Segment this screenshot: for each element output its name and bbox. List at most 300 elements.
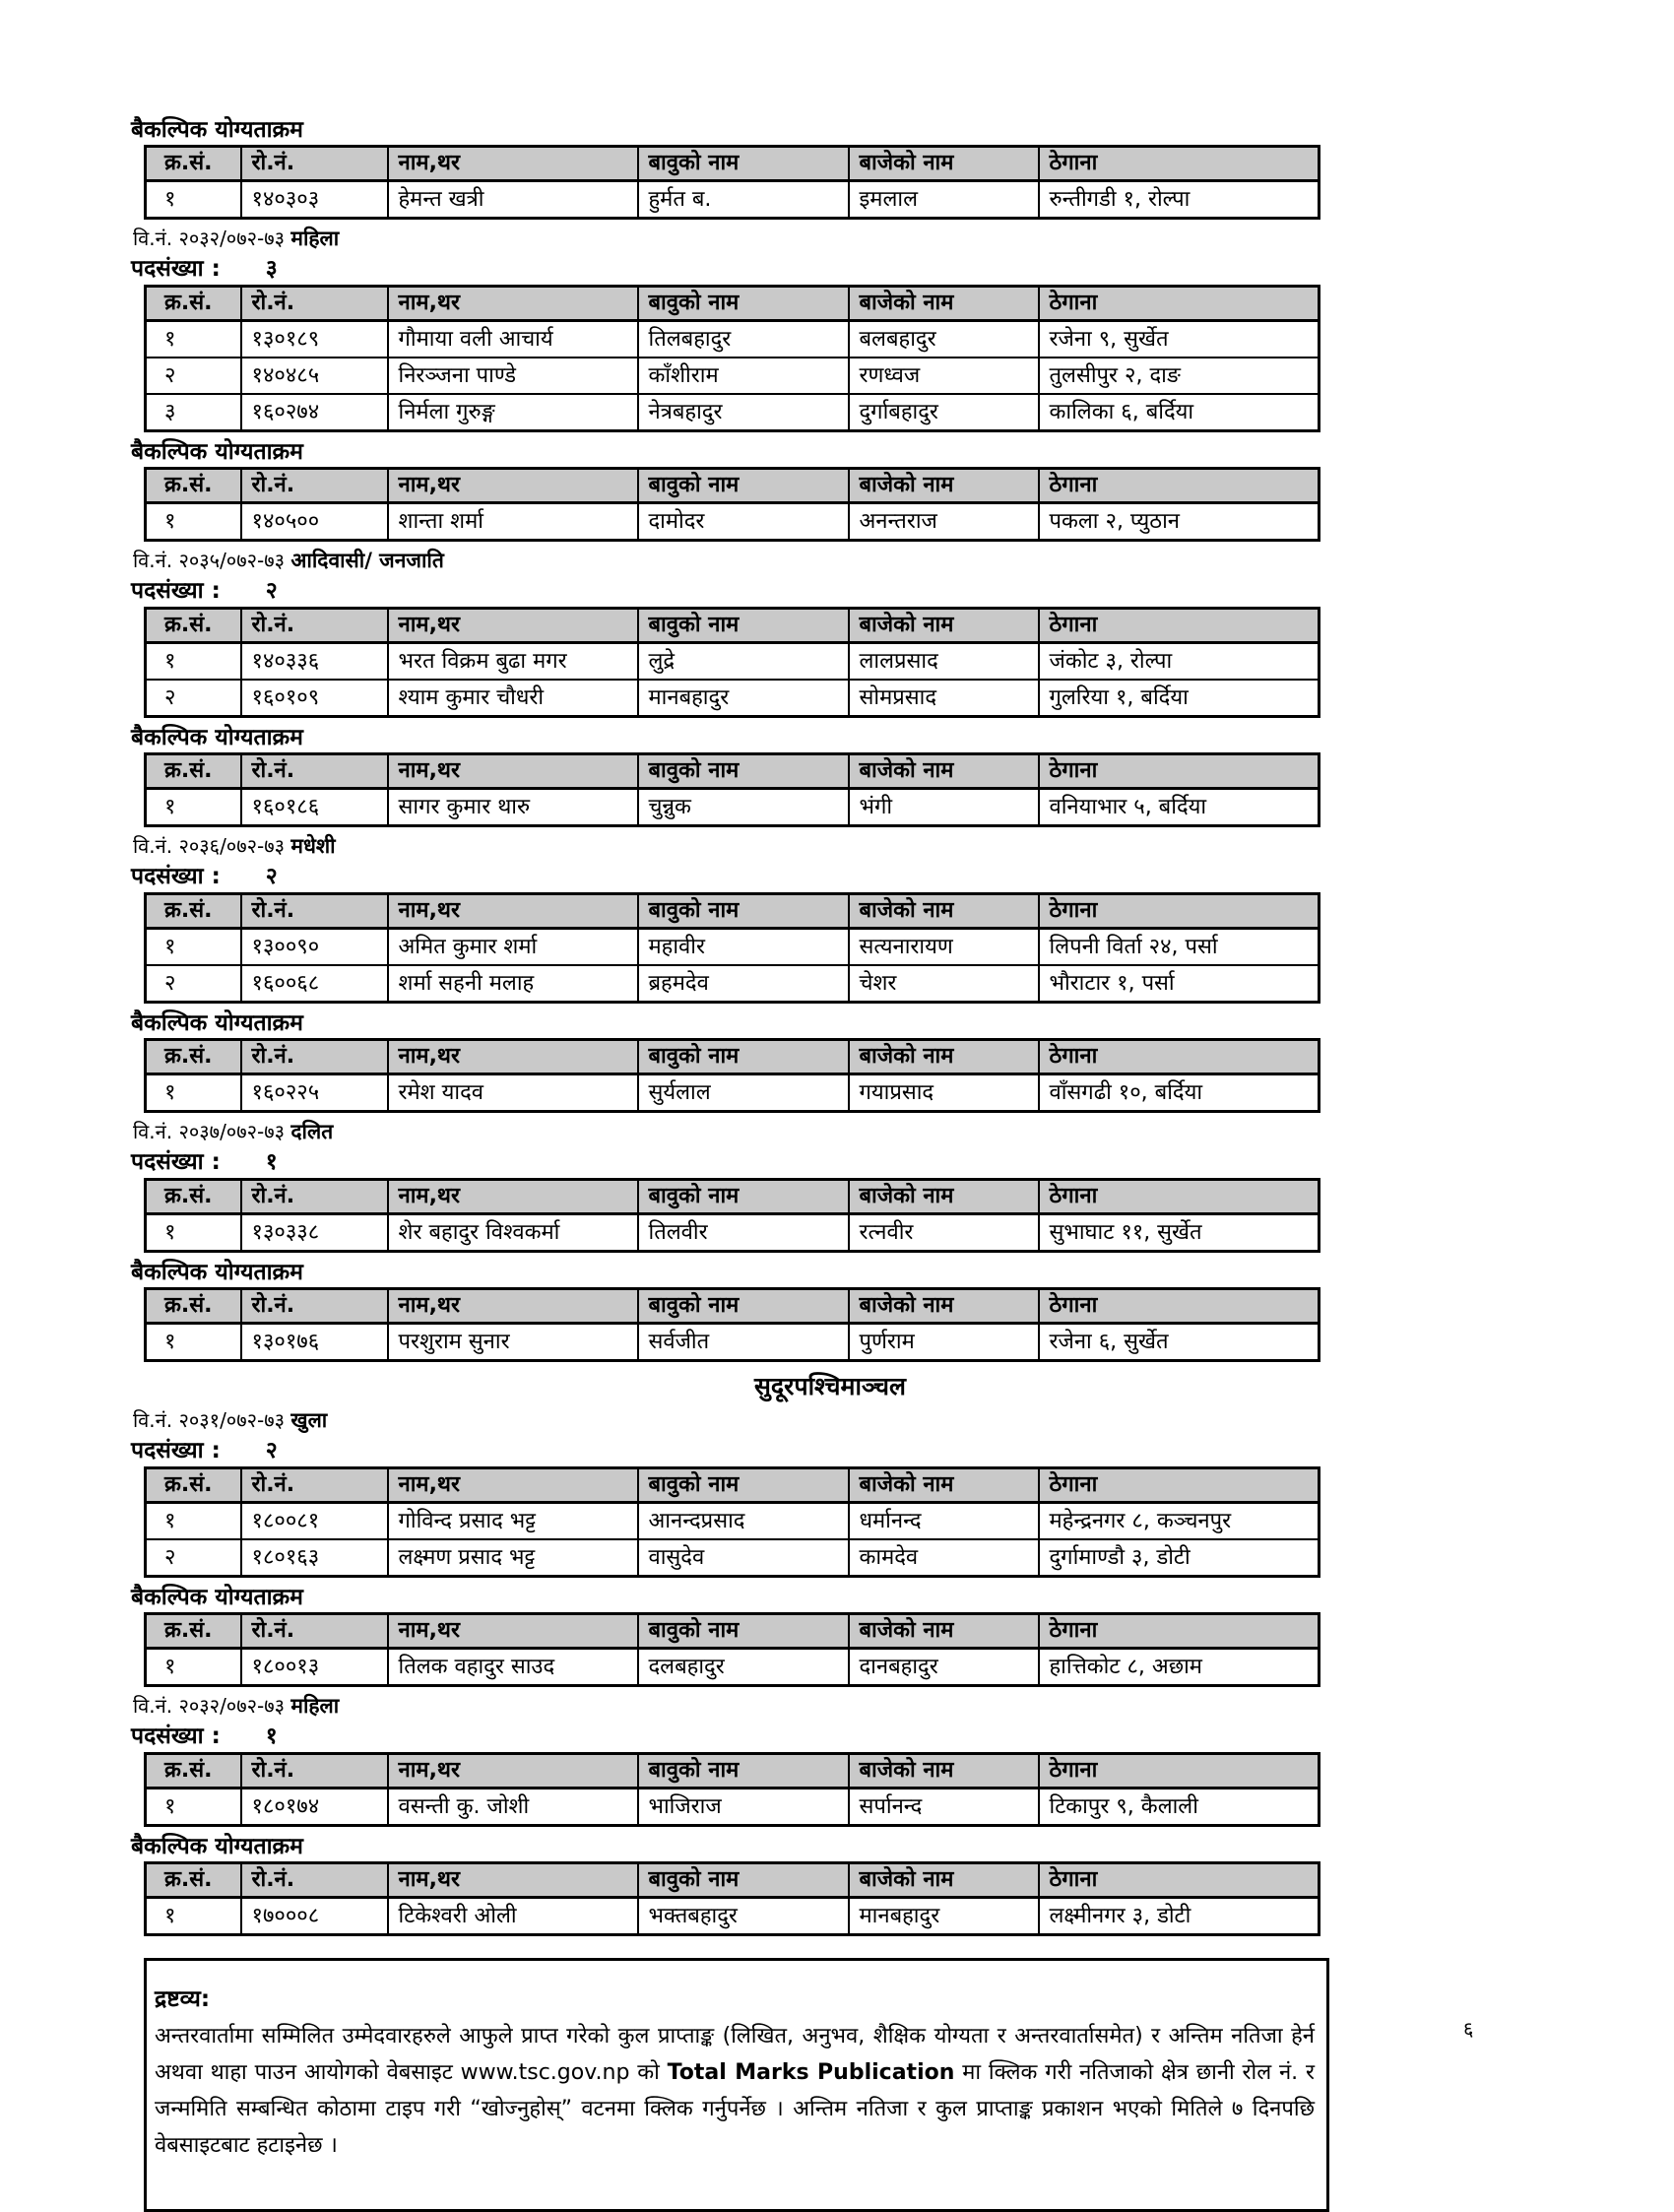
cell-name-surname: सागर कुमार थारु <box>388 789 638 826</box>
table-head <box>146 1289 1320 1324</box>
table-row <box>146 321 1320 358</box>
column-header: बाजेको नाम <box>849 754 1039 789</box>
cell-grandfather-name: मानबहादुर <box>849 1898 1039 1935</box>
cell-grandfather-name: दुर्गाबहादुर <box>849 394 1039 431</box>
post-count-label: पदसंख्या : <box>131 1438 221 1464</box>
candidates-table <box>144 1466 1320 1578</box>
table-body <box>146 643 1320 717</box>
table-header-row <box>146 1754 1320 1789</box>
table-row <box>146 394 1320 431</box>
cell-name-surname: भरत विक्रम बुढा मगर <box>388 643 638 681</box>
cell-father-name: भक्तबहादुर <box>638 1898 849 1935</box>
cell-roll-number: १६०१०९ <box>241 680 388 717</box>
column-header: नाम,थर <box>388 1289 638 1324</box>
column-header: क्र.सं. <box>146 1289 241 1324</box>
column-header: बावुको नाम <box>638 894 849 929</box>
table-head <box>146 1040 1320 1074</box>
cell-grandfather-name: रत्नवीर <box>849 1214 1039 1252</box>
candidates-table <box>144 607 1320 718</box>
table-header-row <box>146 1289 1320 1324</box>
column-header: क्र.सं. <box>146 1468 241 1503</box>
cell-father-name: तिलवीर <box>638 1214 849 1252</box>
cell-roll-number: १३०१८९ <box>241 321 388 358</box>
table-body <box>146 1649 1320 1686</box>
table-header-row <box>146 1863 1320 1898</box>
cell-father-name: सुर्यलाल <box>638 1074 849 1112</box>
cell-name-surname: अमित कुमार शर्मा <box>388 929 638 966</box>
note-box <box>144 1958 1329 2212</box>
column-header: नाम,थर <box>388 1754 638 1789</box>
cell-name-surname: हेमन्त खत्री <box>388 181 638 219</box>
cell-father-name: दामोदर <box>638 503 849 541</box>
column-header: रो.नं. <box>241 1180 388 1214</box>
table-header-row <box>146 894 1320 929</box>
cell-grandfather-name: गयाप्रसाद <box>849 1074 1039 1112</box>
column-header: बावुको नाम <box>638 1180 849 1214</box>
note-title: द्रष्टव्य: <box>155 1986 211 2012</box>
column-header: ठेगाना <box>1039 1754 1320 1789</box>
table-body <box>146 1324 1320 1361</box>
cell-name-surname: गौमाया वली आचार्य <box>388 321 638 358</box>
cell-grandfather-name: सत्यनारायण <box>849 929 1039 966</box>
post-count-label: पदसंख्या : <box>131 1724 221 1749</box>
cell-address: हात्तिकोट ८, अछाम <box>1039 1649 1320 1686</box>
cell-address: सुभाघाट ११, सुर्खेत <box>1039 1214 1320 1252</box>
cell-address: जंकोट ३, रोल्पा <box>1039 643 1320 681</box>
post-count-value: १ <box>265 1724 278 1749</box>
advertisement-category: खुला <box>290 1408 328 1432</box>
column-header: बाजेको नाम <box>849 287 1039 321</box>
candidates-table <box>144 1612 1320 1687</box>
section-label-alternative-merit: बैकल्पिक योग्यताक्रम <box>131 1260 303 1285</box>
advertisement-number-line <box>133 1120 1411 1143</box>
table-head <box>146 1754 1320 1789</box>
region-heading: सुदूरपश्चिमाञ्चल <box>753 1372 906 1400</box>
column-header: क्र.सं. <box>146 894 241 929</box>
cell-father-name: ब्रहमदेव <box>638 965 849 1003</box>
table-head <box>146 1468 1320 1503</box>
cell-address: रुन्तीगडी १, रोल्पा <box>1039 181 1320 219</box>
cell-father-name: काँशीराम <box>638 358 849 394</box>
column-header: रो.नं. <box>241 1614 388 1649</box>
column-header: ठेगाना <box>1039 469 1320 503</box>
column-header: ठेगाना <box>1039 754 1320 789</box>
table-head <box>146 1863 1320 1898</box>
cell-father-name: तिलबहादुर <box>638 321 849 358</box>
column-header: बाजेको नाम <box>849 609 1039 643</box>
column-header: रो.नं. <box>241 1863 388 1898</box>
cell-address: वनियाभार ५, बर्दिया <box>1039 789 1320 826</box>
cell-roll-number: १८००१३ <box>241 1649 388 1686</box>
column-header: क्र.सं. <box>146 1754 241 1789</box>
column-header: बाजेको नाम <box>849 1468 1039 1503</box>
cell-grandfather-name: चेशर <box>849 965 1039 1003</box>
column-header: नाम,थर <box>388 1863 638 1898</box>
column-header: नाम,थर <box>388 894 638 929</box>
cell-address: पकला २, प्युठान <box>1039 503 1320 541</box>
cell-name-surname: निर्मला गुरुङ्ग <box>388 394 638 431</box>
advertisement-number: वि.नं. २०३५/०७२-७३ <box>133 549 291 572</box>
cell-address: कालिका ६, बर्दिया <box>1039 394 1320 431</box>
table-header-row <box>146 1614 1320 1649</box>
cell-roll-number: १३००९० <box>241 929 388 966</box>
column-header: ठेगाना <box>1039 1468 1320 1503</box>
table-header-row <box>146 1180 1320 1214</box>
table-header-row <box>146 1040 1320 1074</box>
cell-grandfather-name: बलबहादुर <box>849 321 1039 358</box>
advertisement-number-line <box>133 227 1411 250</box>
post-count-line <box>131 1438 1411 1464</box>
cell-roll-number: १३०१७६ <box>241 1324 388 1361</box>
section-label-alternative-merit: बैकल्पिक योग्यताक्रम <box>131 725 303 750</box>
column-header: रो.नं. <box>241 609 388 643</box>
table-head <box>146 754 1320 789</box>
cell-name-surname: श्याम कुमार चौधरी <box>388 680 638 717</box>
post-count-value: १ <box>265 1149 278 1175</box>
section-label-alternative-merit: बैकल्पिक योग्यताक्रम <box>131 1834 303 1859</box>
column-header: ठेगाना <box>1039 287 1320 321</box>
column-header: ठेगाना <box>1039 609 1320 643</box>
column-header: क्र.सं. <box>146 1180 241 1214</box>
column-header: क्र.सं. <box>146 609 241 643</box>
cell-grandfather-name: धर्मानन्द <box>849 1503 1039 1540</box>
cell-name-surname: शर्मा सहनी मलाह <box>388 965 638 1003</box>
column-header: क्र.सं. <box>146 754 241 789</box>
cell-grandfather-name: अनन्तराज <box>849 503 1039 541</box>
post-count-value: २ <box>265 864 278 889</box>
column-header: ठेगाना <box>1039 1180 1320 1214</box>
cell-serial-number: १ <box>146 181 241 219</box>
post-count-label: पदसंख्या : <box>131 1149 221 1175</box>
column-header: क्र.सं. <box>146 147 241 181</box>
cell-roll-number: १८००८१ <box>241 1503 388 1540</box>
cell-name-surname: निरञ्जना पाण्डे <box>388 358 638 394</box>
advertisement-number-line <box>133 1694 1411 1718</box>
cell-serial-number: १ <box>146 789 241 826</box>
cell-address: लक्ष्मीनगर ३, डोटी <box>1039 1898 1320 1935</box>
column-header: नाम,थर <box>388 147 638 181</box>
post-count-line <box>131 864 1411 890</box>
cell-address: तुलसीपुर २, दाङ <box>1039 358 1320 394</box>
column-header: क्र.सं. <box>146 287 241 321</box>
column-header: बावुको नाम <box>638 1614 849 1649</box>
cell-father-name: चुन्नुक <box>638 789 849 826</box>
cell-address: गुलरिया १, बर्दिया <box>1039 680 1320 717</box>
column-header: बाजेको नाम <box>849 1863 1039 1898</box>
cell-serial-number: १ <box>146 503 241 541</box>
column-header: बाजेको नाम <box>849 1614 1039 1649</box>
table-body <box>146 1074 1320 1112</box>
note-segment: मा क्लिक गरी नतिजाको क्षेत्र छानी रोल नं. र जन्ममिति सम्बन्धित कोठामा टाइप गरी “खोज्नुहोस्” वटनमा क्लिक गर्नुपर्नेछ । अन्तिम नतिजा र कुल प्राप्ताङ्क प्रकाशन भएको मितिले ७ दिनपछि वेबसाइटबाट हटाइनेछ । <box>155 2060 1315 2158</box>
cell-serial-number: १ <box>146 321 241 358</box>
table-header-row <box>146 609 1320 643</box>
table-row <box>146 1649 1320 1686</box>
cell-name-surname: गोविन्द प्रसाद भट्ट <box>388 1503 638 1540</box>
cell-roll-number: १६०२७४ <box>241 394 388 431</box>
cell-serial-number: २ <box>146 965 241 1003</box>
cell-address: टिकापुर ९, कैलाली <box>1039 1789 1320 1826</box>
cell-roll-number: १४०४८५ <box>241 358 388 394</box>
cell-grandfather-name: लालप्रसाद <box>849 643 1039 681</box>
cell-address: भौराटार १, पर्सा <box>1039 965 1320 1003</box>
column-header: रो.नं. <box>241 894 388 929</box>
advertisement-number: वि.नं. २०३७/०७२-७३ <box>133 1120 291 1143</box>
table-row <box>146 680 1320 717</box>
cell-serial-number: १ <box>146 1324 241 1361</box>
table-header-row <box>146 287 1320 321</box>
note-text <box>155 2018 1315 2164</box>
note-latin-segment: www.tsc.gov.np <box>460 2060 630 2085</box>
candidates-table <box>144 1038 1320 1113</box>
cell-address: दुर्गामाण्डौ ३, डोटी <box>1039 1539 1320 1577</box>
column-header: रो.नं. <box>241 147 388 181</box>
table-row <box>146 1789 1320 1826</box>
candidates-table <box>144 467 1320 542</box>
cell-father-name: आनन्दप्रसाद <box>638 1503 849 1540</box>
cell-father-name: सर्वजीत <box>638 1324 849 1361</box>
column-header: नाम,थर <box>388 1180 638 1214</box>
table-head <box>146 147 1320 181</box>
page-number: ६ <box>1463 2017 1474 2041</box>
column-header: क्र.सं. <box>146 469 241 503</box>
advertisement-number: वि.नं. २०३१/०७२-७३ <box>133 1408 291 1432</box>
cell-grandfather-name: पुर्णराम <box>849 1324 1039 1361</box>
cell-name-surname: वसन्ती कु. जोशी <box>388 1789 638 1826</box>
cell-serial-number: १ <box>146 929 241 966</box>
column-header: बावुको नाम <box>638 754 849 789</box>
table-row <box>146 789 1320 826</box>
table-row <box>146 1214 1320 1252</box>
column-header: रो.नं. <box>241 1468 388 1503</box>
document-content <box>131 110 1411 2212</box>
cell-serial-number: १ <box>146 1074 241 1112</box>
table-head <box>146 894 1320 929</box>
post-count-line <box>131 256 1411 283</box>
column-header: बाजेको नाम <box>849 147 1039 181</box>
table-body <box>146 503 1320 541</box>
column-header: ठेगाना <box>1039 147 1320 181</box>
candidates-table <box>144 1287 1320 1362</box>
cell-name-surname: टिकेश्वरी ओली <box>388 1898 638 1935</box>
advertisement-category: आदिवासी/ जनजाति <box>290 549 444 572</box>
cell-serial-number: १ <box>146 1898 241 1935</box>
cell-name-surname: शेर बहादुर विश्वकर्मा <box>388 1214 638 1252</box>
cell-serial-number: १ <box>146 1649 241 1686</box>
note-segment: अन्तरवार्तामा सम्मिलित उम्मेदवारहरुले आफुले प्राप्त गरेको कुल प्राप्ताङ्क (लिखित, अनुभव, शैक्षिक योग्यता र अन्तरवार्तासमेत) र अन्तिम नतिजा हेर्न अथवा थाहा पाउन आयोगको वेबसाइट <box>155 2024 1316 2085</box>
cell-grandfather-name: रणध्वज <box>849 358 1039 394</box>
column-header: रो.नं. <box>241 1289 388 1324</box>
column-header: बाजेको नाम <box>849 1754 1039 1789</box>
column-header: बावुको नाम <box>638 1863 849 1898</box>
note-segment: को <box>629 2060 668 2085</box>
column-header: ठेगाना <box>1039 1040 1320 1074</box>
table-body <box>146 1214 1320 1252</box>
cell-name-surname: शान्ता शर्मा <box>388 503 638 541</box>
column-header: बाजेको नाम <box>849 894 1039 929</box>
column-header: बावुको नाम <box>638 1754 849 1789</box>
cell-roll-number: १६००६८ <box>241 965 388 1003</box>
cell-father-name: भाजिराज <box>638 1789 849 1826</box>
cell-name-surname: तिलक वहादुर साउद <box>388 1649 638 1686</box>
cell-roll-number: १६०२२५ <box>241 1074 388 1112</box>
column-header: नाम,थर <box>388 754 638 789</box>
table-body <box>146 1898 1320 1935</box>
cell-roll-number: १३०३३८ <box>241 1214 388 1252</box>
column-header: नाम,थर <box>388 1468 638 1503</box>
table-header-row <box>146 147 1320 181</box>
table-row <box>146 1324 1320 1361</box>
cell-roll-number: १६०१८६ <box>241 789 388 826</box>
cell-grandfather-name: दानबहादुर <box>849 1649 1039 1686</box>
cell-name-surname: परशुराम सुनार <box>388 1324 638 1361</box>
cell-serial-number: ३ <box>146 394 241 431</box>
column-header: रो.नं. <box>241 754 388 789</box>
post-count-value: ३ <box>265 256 278 282</box>
cell-grandfather-name: इमलाल <box>849 181 1039 219</box>
column-header: नाम,थर <box>388 287 638 321</box>
advertisement-category: दलित <box>290 1120 334 1143</box>
advertisement-number: वि.नं. २०३२/०७२-७३ <box>133 227 291 250</box>
cell-roll-number: १४०५०० <box>241 503 388 541</box>
column-header: ठेगाना <box>1039 1614 1320 1649</box>
table-row <box>146 643 1320 681</box>
table-head <box>146 609 1320 643</box>
advertisement-number-line <box>133 549 1411 572</box>
column-header: नाम,थर <box>388 469 638 503</box>
column-header: बावुको नाम <box>638 287 849 321</box>
table-row <box>146 358 1320 394</box>
cell-serial-number: १ <box>146 643 241 681</box>
column-header: बावुको नाम <box>638 1289 849 1324</box>
column-header: रो.नं. <box>241 1754 388 1789</box>
cell-address: रजेना ६, सुर्खेत <box>1039 1324 1320 1361</box>
cell-serial-number: २ <box>146 680 241 717</box>
cell-grandfather-name: सोमप्रसाद <box>849 680 1039 717</box>
table-header-row <box>146 1468 1320 1503</box>
table-head <box>146 469 1320 503</box>
column-header: बावुको नाम <box>638 609 849 643</box>
section-label-alternative-merit: बैकल्पिक योग्यताक्रम <box>131 117 303 143</box>
cell-father-name: वासुदेव <box>638 1539 849 1577</box>
candidates-table <box>144 1861 1320 1936</box>
table-head <box>146 1614 1320 1649</box>
cell-roll-number: १४०३३६ <box>241 643 388 681</box>
column-header: बाजेको नाम <box>849 1289 1039 1324</box>
table-row <box>146 965 1320 1003</box>
cell-serial-number: १ <box>146 1214 241 1252</box>
advertisement-number-line <box>133 1408 1411 1432</box>
table-body <box>146 1503 1320 1577</box>
table-row <box>146 1503 1320 1540</box>
cell-father-name: मानबहादुर <box>638 680 849 717</box>
section-label-alternative-merit: बैकल्पिक योग्यताक्रम <box>131 1010 303 1036</box>
cell-address: लिपनी विर्ता २४, पर्सा <box>1039 929 1320 966</box>
column-header: बाजेको नाम <box>849 1040 1039 1074</box>
column-header: रो.नं. <box>241 1040 388 1074</box>
section-label-alternative-merit: बैकल्पिक योग्यताक्रम <box>131 439 303 465</box>
cell-address: वाँसगढी १०, बर्दिया <box>1039 1074 1320 1112</box>
post-count-label: पदसंख्या : <box>131 864 221 889</box>
column-header: नाम,थर <box>388 1614 638 1649</box>
post-count-label: पदसंख्या : <box>131 578 221 604</box>
cell-roll-number: १७०००८ <box>241 1898 388 1935</box>
table-body <box>146 1789 1320 1826</box>
advertisement-number: वि.नं. २०३६/०७२-७३ <box>133 834 291 858</box>
cell-father-name: लुद्रे <box>638 643 849 681</box>
cell-grandfather-name: सर्पानन्द <box>849 1789 1039 1826</box>
column-header: बावुको नाम <box>638 1468 849 1503</box>
table-head <box>146 287 1320 321</box>
advertisement-number: वि.नं. २०३२/०७२-७३ <box>133 1694 291 1718</box>
table-row <box>146 1539 1320 1577</box>
column-header: क्र.सं. <box>146 1614 241 1649</box>
column-header: बावुको नाम <box>638 469 849 503</box>
column-header: क्र.सं. <box>146 1863 241 1898</box>
column-header: नाम,थर <box>388 609 638 643</box>
cell-grandfather-name: कामदेव <box>849 1539 1039 1577</box>
candidates-table <box>144 145 1320 220</box>
candidates-table <box>144 285 1320 432</box>
cell-roll-number: १४०३०३ <box>241 181 388 219</box>
cell-grandfather-name: भंगी <box>849 789 1039 826</box>
cell-serial-number: १ <box>146 1789 241 1826</box>
cell-address: रजेना ९, सुर्खेत <box>1039 321 1320 358</box>
table-row <box>146 503 1320 541</box>
column-header: बाजेको नाम <box>849 469 1039 503</box>
cell-address: महेन्द्रनगर ८, कञ्चनपुर <box>1039 1503 1320 1540</box>
post-count-line <box>131 1149 1411 1176</box>
post-count-line <box>131 1724 1411 1750</box>
cell-name-surname: लक्ष्मण प्रसाद भट्ट <box>388 1539 638 1577</box>
table-body <box>146 929 1320 1003</box>
advertisement-category: महिला <box>290 227 340 250</box>
advertisement-category: मधेशी <box>290 834 336 858</box>
table-body <box>146 789 1320 826</box>
column-header: बावुको नाम <box>638 1040 849 1074</box>
table-row <box>146 1898 1320 1935</box>
cell-name-surname: रमेश यादव <box>388 1074 638 1112</box>
column-header: ठेगाना <box>1039 894 1320 929</box>
cell-serial-number: २ <box>146 1539 241 1577</box>
column-header: रो.नं. <box>241 469 388 503</box>
advertisement-number-line <box>133 834 1411 858</box>
table-body <box>146 181 1320 219</box>
candidates-table <box>144 752 1320 827</box>
table-body <box>146 321 1320 431</box>
column-header: ठेगाना <box>1039 1863 1320 1898</box>
post-count-line <box>131 578 1411 605</box>
cell-roll-number: १८०१७४ <box>241 1789 388 1826</box>
table-header-row <box>146 754 1320 789</box>
table-row <box>146 181 1320 219</box>
candidates-table <box>144 1752 1320 1827</box>
column-header: बाजेको नाम <box>849 1180 1039 1214</box>
column-header: क्र.सं. <box>146 1040 241 1074</box>
column-header: ठेगाना <box>1039 1289 1320 1324</box>
cell-father-name: हुर्मत ब. <box>638 181 849 219</box>
candidates-table <box>144 1178 1320 1253</box>
note-latin-segment: Total Marks Publication <box>667 2060 955 2085</box>
post-count-value: २ <box>265 1438 278 1464</box>
column-header: बावुको नाम <box>638 147 849 181</box>
cell-father-name: दलबहादुर <box>638 1649 849 1686</box>
post-count-label: पदसंख्या : <box>131 256 221 282</box>
candidates-table <box>144 892 1320 1004</box>
column-header: रो.नं. <box>241 287 388 321</box>
table-header-row <box>146 469 1320 503</box>
post-count-value: २ <box>265 578 278 604</box>
cell-roll-number: १८०१६३ <box>241 1539 388 1577</box>
